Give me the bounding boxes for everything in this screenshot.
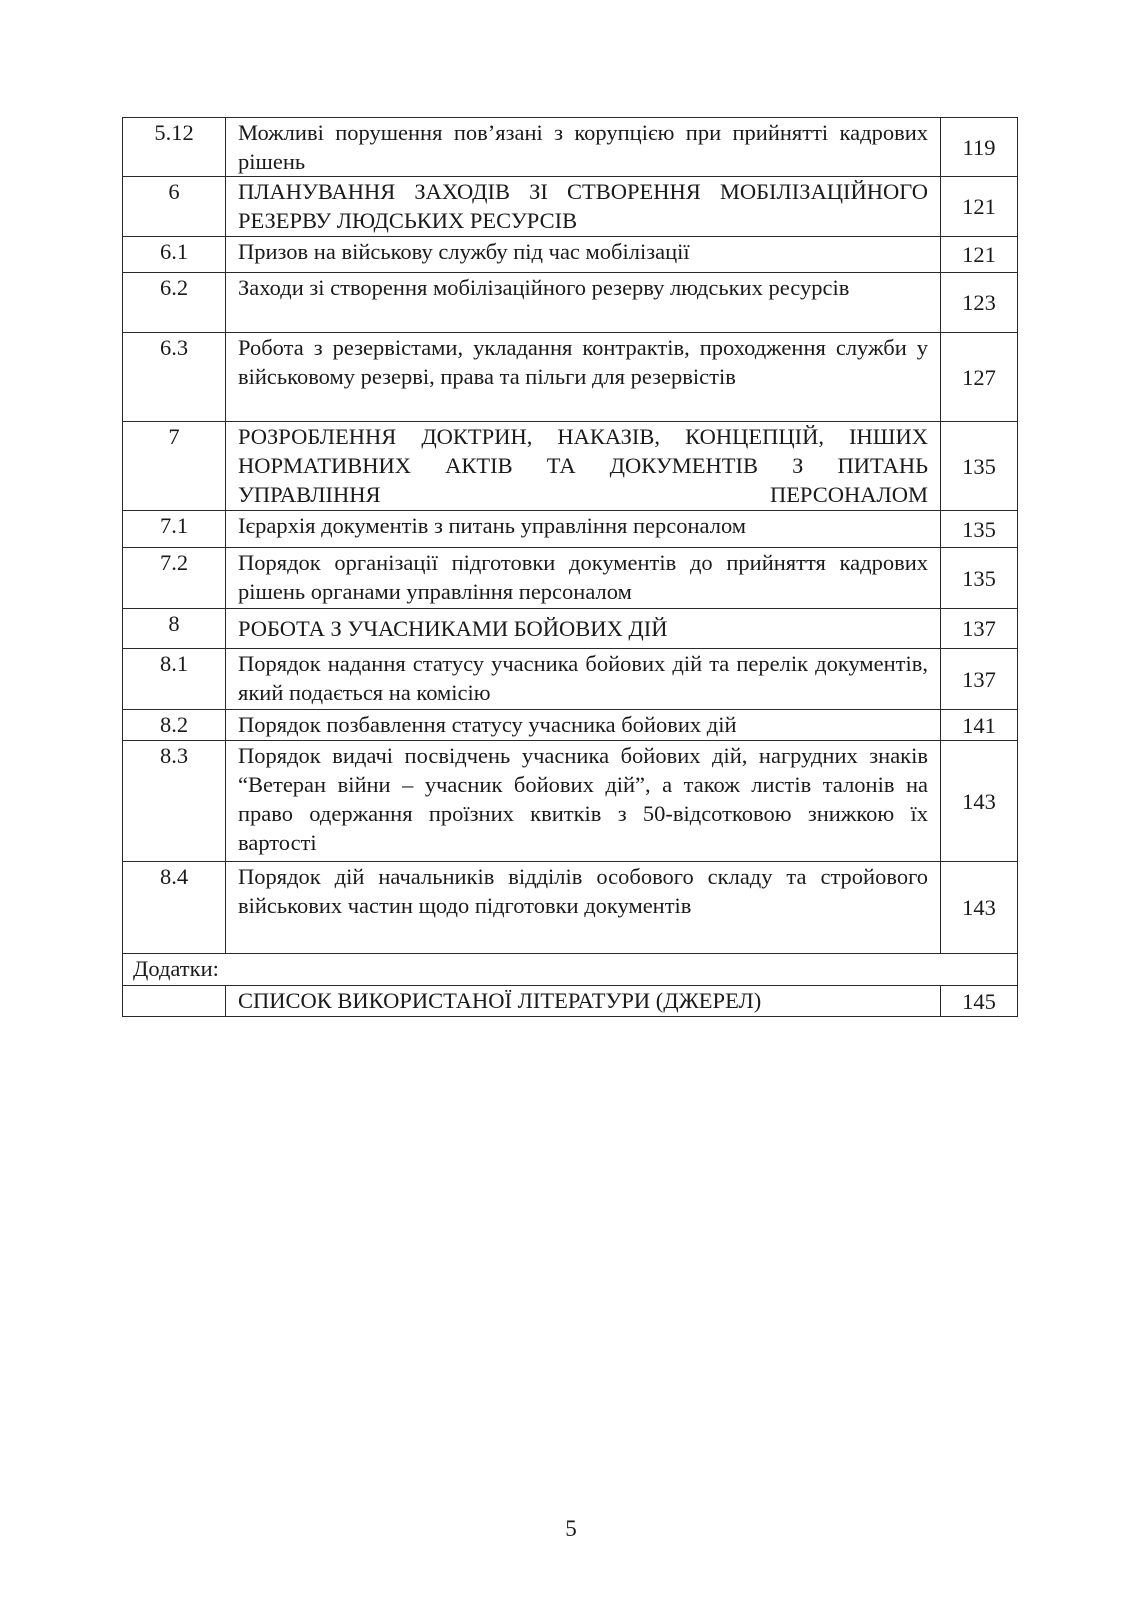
toc-section-number <box>123 986 226 1017</box>
toc-section-number: 6.3 <box>123 333 226 422</box>
toc-section-number: 7.2 <box>123 548 226 609</box>
toc-section-number: 7 <box>123 422 226 511</box>
toc-page-number: 143 <box>941 741 1018 862</box>
toc-page-number: 119 <box>941 118 1018 177</box>
toc-section-title: Робота з резервістами, укладання контрактів, проходження служби у військовому резерві, права та пільги для резервістів <box>226 333 941 422</box>
toc-row <box>123 649 1018 710</box>
toc-row <box>123 118 1018 177</box>
toc-section-title: Порядок надання статусу учасника бойових дій та перелік документів, який подається на комісію <box>226 649 941 710</box>
toc-section-title: РОБОТА З УЧАСНИКАМИ БОЙОВИХ ДІЙ <box>226 609 941 649</box>
toc-section-number: 8.2 <box>123 710 226 741</box>
toc-section-title: Призов на військову службу під час мобілізації <box>226 237 941 273</box>
toc-section-title: Порядок позбавлення статусу учасника бойових дій <box>226 710 941 741</box>
toc-row <box>123 511 1018 548</box>
toc-section-number: 8.1 <box>123 649 226 710</box>
toc-page-number: 137 <box>941 609 1018 649</box>
toc-section-number: 6.1 <box>123 237 226 273</box>
toc-page-number: 121 <box>941 177 1018 237</box>
toc-appendix-label-row <box>123 954 1018 986</box>
toc-row <box>123 273 1018 333</box>
toc-page-number: 127 <box>941 333 1018 422</box>
toc-section-title: Можливі порушення пов’язані з корупцією при прийнятті кадрових рішень <box>226 118 941 177</box>
toc-page-number: 143 <box>941 862 1018 954</box>
toc-page-number: 121 <box>941 237 1018 273</box>
toc-section-number: 5.12 <box>123 118 226 177</box>
toc-page-number: 135 <box>941 511 1018 548</box>
toc-page-number: 123 <box>941 273 1018 333</box>
toc-section-title: Порядок видачі посвідчень учасника бойових дій, нагрудних знаків “Ветеран війни – учасник бойових дій”, а також листів талонів на право одержання проїзних квитків з 50-відсотковою знижкою їх вартості <box>226 741 941 862</box>
toc-section-number: 6 <box>123 177 226 237</box>
toc-row <box>123 862 1018 954</box>
toc-section-number: 8 <box>123 609 226 649</box>
toc-page-number: 135 <box>941 548 1018 609</box>
toc-row <box>123 710 1018 741</box>
toc-section-title: Ієрархія документів з питань управління персоналом <box>226 511 941 548</box>
toc-section-title: Заходи зі створення мобілізаційного резерву людських ресурсів <box>226 273 941 333</box>
toc-row <box>123 333 1018 422</box>
toc-row <box>123 609 1018 649</box>
toc-page-number: 135 <box>941 422 1018 511</box>
toc-row <box>123 422 1018 511</box>
toc-section-number: 7.1 <box>123 511 226 548</box>
toc-row <box>123 177 1018 237</box>
toc-section-number: 8.4 <box>123 862 226 954</box>
toc-section-title: ПЛАНУВАННЯ ЗАХОДІВ ЗІ СТВОРЕННЯ МОБІЛІЗАЦІЙНОГО РЕЗЕРВУ ЛЮДСЬКИХ РЕСУРСІВ <box>226 177 941 237</box>
toc-section-title: Порядок організації підготовки документів до прийняття кадрових рішень органами управління персоналом <box>226 548 941 609</box>
toc-row <box>123 237 1018 273</box>
toc-section-number: 6.2 <box>123 273 226 333</box>
toc-page-number: 137 <box>941 649 1018 710</box>
toc-row <box>123 986 1018 1017</box>
toc-page-number: 145 <box>941 986 1018 1017</box>
toc-section-number: 8.3 <box>123 741 226 862</box>
page-number: 5 <box>565 1516 577 1541</box>
toc-row <box>123 741 1018 862</box>
toc-section-title: Порядок дій начальників відділів особового складу та стройового військових частин щодо підготовки документів <box>226 862 941 954</box>
toc-table <box>122 117 1018 1017</box>
appendix-label: Додатки: <box>123 954 1018 986</box>
toc-section-title: РОЗРОБЛЕННЯ ДОКТРИН, НАКАЗІВ, КОНЦЕПЦІЙ, ІНШИХ НОРМАТИВНИХ АКТІВ ТА ДОКУМЕНТІВ З ПИТАНЬ УПРАВЛІННЯ ПЕРСОНАЛОМ <box>226 422 941 511</box>
toc-page-number: 141 <box>941 710 1018 741</box>
toc-row <box>123 548 1018 609</box>
toc-section-title: СПИСОК ВИКОРИСТАНОЇ ЛІТЕРАТУРИ (ДЖЕРЕЛ) <box>226 986 941 1017</box>
